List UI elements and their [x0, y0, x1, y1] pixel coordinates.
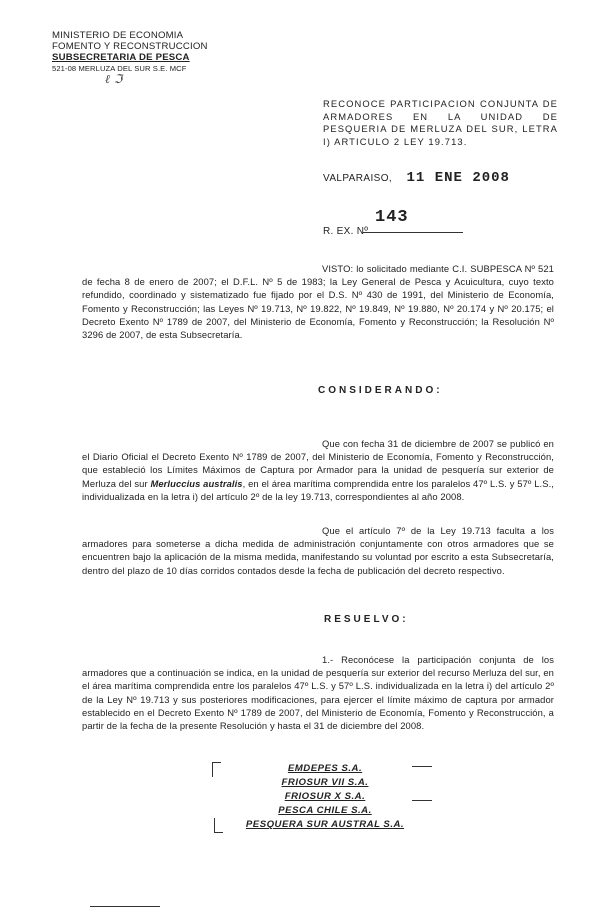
visto-paragraph [82, 262, 554, 341]
resolution-number: 143 [375, 208, 409, 227]
visto-text: SUBPESCA Nº 521 de fecha 8 de enero de 2007; el D.F.L. Nº 5 de 1983; la Ley General de Pesca y Acuicultura, cuyo texto refundido, coordinado y sistematizado fue fijado por el D.S. Nº 430 de 1991, del Ministerio de Economía, Fomento y Reconstrucción; las Leyes Nº 19.713, Nº 19.822, Nº 19.849, Nº 19.880, Nº 20.174 y Nº 20.175; el Decreto Exento Nº 1789 de 2007, del Ministerio de Economía, Fomento y Reconstrucción; la Resolución Nº 3296 de 2007, de esta Subsecretaría. [82, 263, 554, 341]
considerando-paragraph-2 [82, 524, 554, 577]
ministry-line-1: MINISTERIO DE ECONOMIA [52, 30, 184, 41]
reference-line: 521-08 MERLUZA DEL SUR S.E. MCF [52, 64, 187, 73]
company-item: FRIOSUR VII S.A. [281, 777, 369, 788]
p1-text-a: publicó en el Diario Oficial el Decreto Exento Nº 1789 de 2007, del Ministerio de Economía, Fomento y Reconstrucción, que estableció los Límites Máximos de Captura por Armador para la unidad de pesquería sur exterior de Merluza del sur [82, 438, 554, 489]
visto-lead: VISTO: lo solicitado mediante C.I. [322, 263, 468, 274]
footer-rule [90, 906, 160, 907]
company-item: PESCA CHILE S.A. [278, 805, 372, 816]
considerando-paragraph-1 [82, 437, 554, 503]
date-line [323, 168, 563, 186]
letterhead [52, 30, 222, 74]
company-item: PESQUERA SUR AUSTRAL S.A. [245, 819, 405, 830]
item-1-text: armadores que a continuación se indica, en la unidad de pesquería sur exterior del recurso Merluza del sur, en el área marítima comprendida entre los paralelos 47º L.S. y 57º L.S. individualizada en la letra i) del artículo 2º de la Ley Nº 19.713 y sus posteriores modificaciones, para ejercer el límite máximo de captura por armador establecido en el Decreto Exento Nº 1789 de 2007, del Ministerio de Economía, Fomento y Reconstrucción, a partir de la fecha de la presente Resolución y hasta el 31 de diciembre del 2008. [82, 667, 554, 732]
p2-lead: Que el artículo 7º de la Ley 19.713 faculta a los [322, 525, 554, 536]
company-item: EMDEPES S.A. [287, 763, 363, 774]
document-subject: RECONOCE PARTICIPACION CONJUNTA DE ARMADORES EN LA UNIDAD DE PESQUERIA DE MERLUZA DEL SUR, LETRA I) ARTICULO 2 LEY 19.713. [323, 98, 558, 147]
resolution-underline [363, 232, 463, 233]
company-list [215, 762, 435, 832]
subsecretaria-line: SUBSECRETARIA DE PESCA [52, 52, 190, 63]
resuelvo-item-1 [82, 653, 554, 732]
ministry-line-2: FOMENTO Y RECONSTRUCCION [52, 41, 208, 52]
p1-lead: Que con fecha 31 de diciembre de 2007 se [322, 438, 508, 449]
p2-text: armadores para someterse a dicha medida de administración conjuntamente con otros armadores que se encuentren bajo la aplicación de la misma medida, manifestando su voluntad por escrito a esta Subsecretaría, dentro del plazo de 10 días corridos contados desde la fecha de publicación del decreto respectivo. [82, 538, 554, 576]
date-stamp: 11 ENE 2008 [406, 170, 510, 186]
resolution-label: R. EX. Nº [323, 226, 369, 237]
species-name: Merluccius australis [150, 477, 243, 489]
considerando-heading: CONSIDERANDO: [318, 385, 443, 396]
handwritten-initials-icon: ℓ ℑ [105, 72, 123, 86]
resuelvo-heading: RESUELVO: [324, 614, 409, 625]
p1-text-b: , en el área marítima comprendida entre los paralelos 47º L.S. y 57º L.S., individualizada en la letra i) del artículo 2º de la ley 19.713, correspondientes al año 2008. [82, 477, 554, 502]
company-item: FRIOSUR X S.A. [284, 791, 366, 802]
item-1-lead: 1.- Reconócese la participación conjunta de los [322, 654, 554, 665]
date-city: VALPARAISO, [323, 173, 393, 184]
